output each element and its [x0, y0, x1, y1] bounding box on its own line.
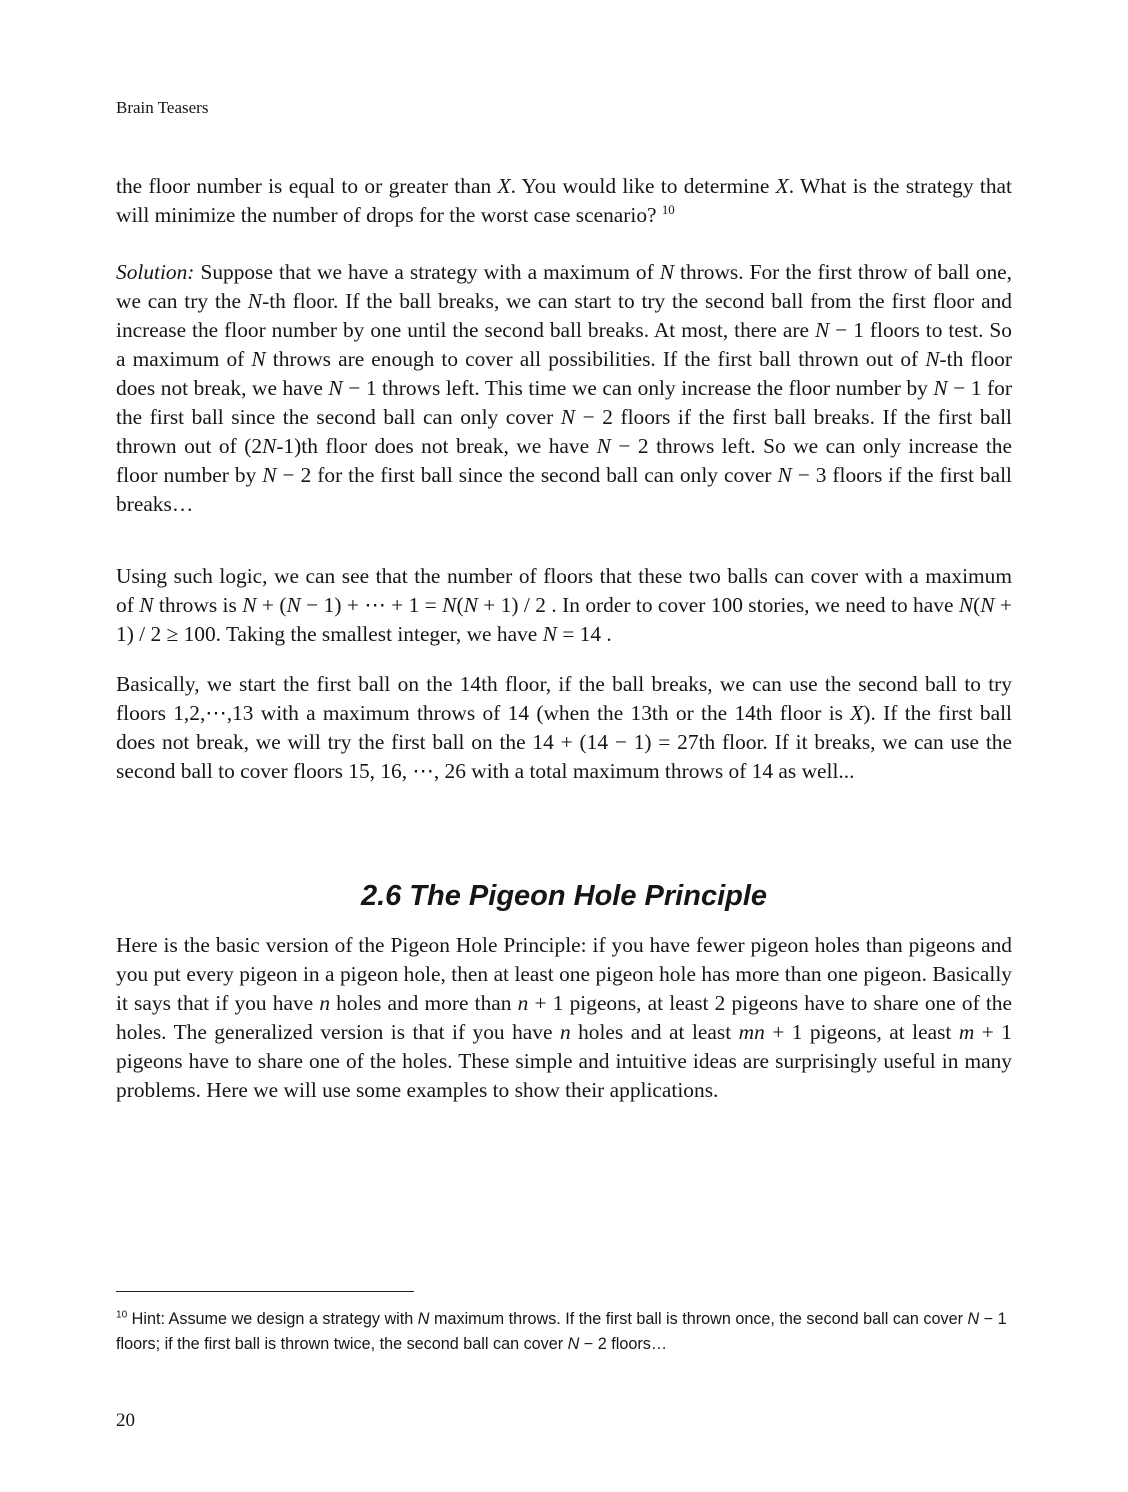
footnote-divider: [116, 1291, 414, 1292]
running-head: Brain Teasers: [116, 98, 209, 117]
page-number: 20: [116, 1410, 135, 1431]
paragraph-logic: Using such logic, we can see that the number of floors that these two balls can cover with a maximum of N throws is N + (N − 1) + ⋯ + 1 = N(N + 1) / 2 . In order to cover 100 stories, we need to have N(N + 1) / 2 ≥ 100. Taking the smallest integer, we have N = 14 .: [116, 564, 1012, 646]
paragraph-solution: Solution: Suppose that we have a strategy with a maximum of N throws. For the first throw of ball one, we can try the N-th floor. If the ball breaks, we can start to try the second ball from the first floor and increase the floor number by one until the second ball breaks. At most, there are N − 1 floors to test. So a maximum of N throws are enough to cover all possibilities. If the first ball thrown out of N-th floor does not break, we have N − 1 throws left. This time we can only increase the floor number by N − 1 for the first ball since the second ball can only cover N − 2 floors if the first ball breaks. If the first ball thrown out of (2N-1)th floor does not break, we have N − 2 throws left. So we can only increase the floor number by N − 2 for the first ball since the second ball can only cover N − 3 floors if the first ball breaks…: [116, 260, 1012, 516]
paragraph-example: Basically, we start the first ball on the 14th floor, if the ball breaks, we can use the second ball to try floors 1,2,⋯,13 with a maximum throws of 14 (when the 13th or the 14th floor is X). If the first ball does not break, we will try the first ball on the 14 + (14 − 1) = 27th floor. If it breaks, we can use the second ball to cover floors 15, 16, ⋯, 26 with a total maximum throws of 14 as well...: [116, 672, 1012, 783]
footnote-number: 10: [116, 1309, 128, 1321]
paragraph-pigeon-hole: Here is the basic version of the Pigeon Hole Principle: if you have fewer pigeon holes than pigeons and you put every pigeon in a pigeon hole, then at least one pigeon hole has more than one pigeon. Basically it says that if you have n holes and more than n + 1 pigeons, at least 2 pigeons have to share one of the holes. The generalized version is that if you have n holes and at least mn + 1 pigeons, at least m + 1 pigeons have to share one of the holes. These simple and intuitive ideas are surprisingly useful in many problems. Here we will use some examples to show their applications.: [116, 933, 1012, 1102]
paragraph-problem-end: the floor number is equal to or greater than X. You would like to determine X. What is the strategy that will minimize the number of drops for the worst case scenario? $^{10}$: [116, 174, 1012, 227]
section-heading: 2.6 The Pigeon Hole Principle: [360, 880, 768, 912]
footnote: $^{10}$ Hint: Assume we design a strategy with N maximum throws. If the first ball is thrown once, the second ball can cover N − 1 floors; if the first ball is thrown twice, the second ball can cover N − 2 floors…: [116, 1309, 1007, 1353]
solution-label: Solution:: [116, 260, 195, 284]
footnote-ref: 10: [661, 202, 675, 217]
